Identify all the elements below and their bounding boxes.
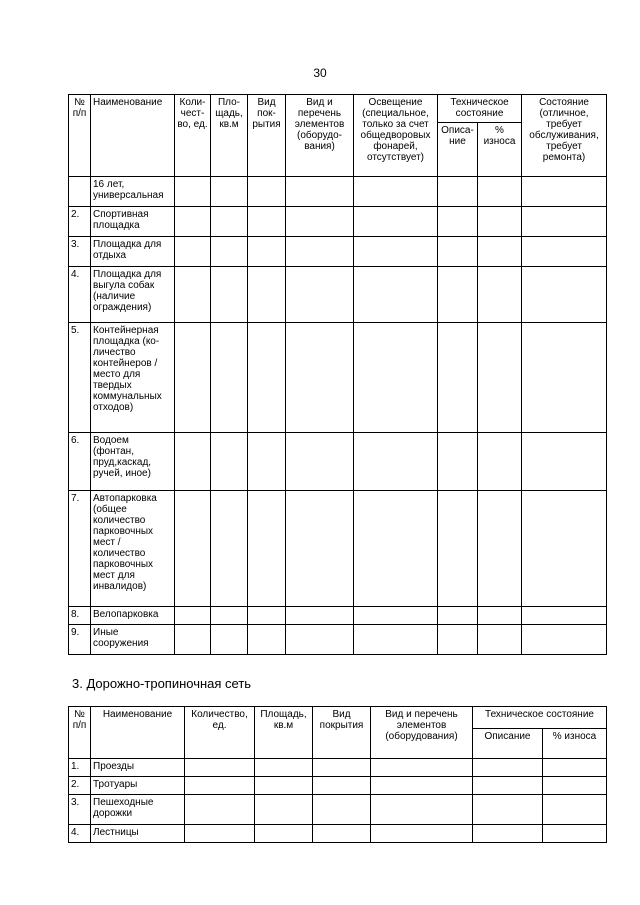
table-row: [69, 607, 607, 625]
col-header-name: Наименование: [91, 95, 175, 177]
col-header-num: № п/п: [69, 707, 91, 759]
col-header-tech-desc: Описа-ние: [438, 123, 478, 177]
col-header-area: Площадь, кв.м: [255, 707, 313, 759]
page-number: 30: [313, 66, 327, 80]
row-name: 16 лет, универсальная: [91, 177, 175, 207]
table-row: [69, 759, 607, 777]
row-name: Тротуары: [91, 777, 185, 795]
table-row: [69, 825, 607, 843]
table-row: [69, 267, 607, 323]
table-row: [69, 237, 607, 267]
table-row: [69, 323, 607, 433]
table-row: [69, 433, 607, 491]
col-header-condition: Состояние (отличное, требует обслуживания, требует ремонта): [522, 95, 607, 177]
col-header-cover: Вид пок-рытия: [248, 95, 286, 177]
row-num: 9.: [69, 625, 91, 655]
row-name: Водоем (фонтан, пруд,каскад, ручей, иное): [91, 433, 175, 491]
row-num: 6.: [69, 433, 91, 491]
table-row: [69, 777, 607, 795]
row-name: Иные сооружения: [91, 625, 175, 655]
row-num: 3.: [69, 795, 91, 825]
col-header-tech-desc: Описание: [473, 729, 543, 759]
table-row: [69, 177, 607, 207]
table-row: [69, 207, 607, 237]
table-row: [69, 795, 607, 825]
col-header-tech-state: Техническое состояние: [473, 707, 607, 729]
row-num: 2.: [69, 777, 91, 795]
col-header-area: Пло-щадь, кв.м: [211, 95, 248, 177]
table-row: [69, 491, 607, 607]
row-name: Площадка для выгула собак (наличие ограждения): [91, 267, 175, 323]
row-num: [69, 177, 91, 207]
col-header-elements: Вид и перечень элементов (оборудования): [371, 707, 473, 759]
col-header-lighting: Освещение (специальное, только за счет общедворовых фонарей, отсутствует): [354, 95, 438, 177]
col-header-cover: Вид покрытия: [313, 707, 371, 759]
row-name: Проезды: [91, 759, 185, 777]
row-name: Спортивная площадка: [91, 207, 175, 237]
col-header-num: № п/п: [69, 95, 91, 177]
col-header-tech-wear: % износа: [478, 123, 522, 177]
col-header-tech-state: Техническое состояние: [438, 95, 522, 123]
row-name: Площадка для отдыха: [91, 237, 175, 267]
row-name: Пешеходные дорожки: [91, 795, 185, 825]
road-network-table: [68, 706, 607, 843]
table-row: [69, 625, 607, 655]
row-num: 7.: [69, 491, 91, 607]
col-header-name: Наименование: [91, 707, 185, 759]
row-name: Велопарковка: [91, 607, 175, 625]
section-title: 3. Дорожно-тропиночная сеть: [72, 676, 252, 691]
row-name: Лестницы: [91, 825, 185, 843]
col-header-qty: Коли-чест-во, ед.: [175, 95, 211, 177]
row-num: 1.: [69, 759, 91, 777]
row-name: Контейнерная площадка (ко-личество контейнеров / место для твердых коммунальных отходов): [91, 323, 175, 433]
col-header-elements: Вид и перечень элементов (оборудо-вания): [286, 95, 354, 177]
col-header-tech-wear: % износа: [543, 729, 607, 759]
row-num: 3.: [69, 237, 91, 267]
row-num: 8.: [69, 607, 91, 625]
row-num: 4.: [69, 825, 91, 843]
row-num: 2.: [69, 207, 91, 237]
row-name: Автопарковка (общее количество парковочных мест / количество парковочных мест для инвалидов): [91, 491, 175, 607]
elements-table: [68, 94, 607, 655]
col-header-qty: Количество, ед.: [185, 707, 255, 759]
row-num: 4.: [69, 267, 91, 323]
row-num: 5.: [69, 323, 91, 433]
